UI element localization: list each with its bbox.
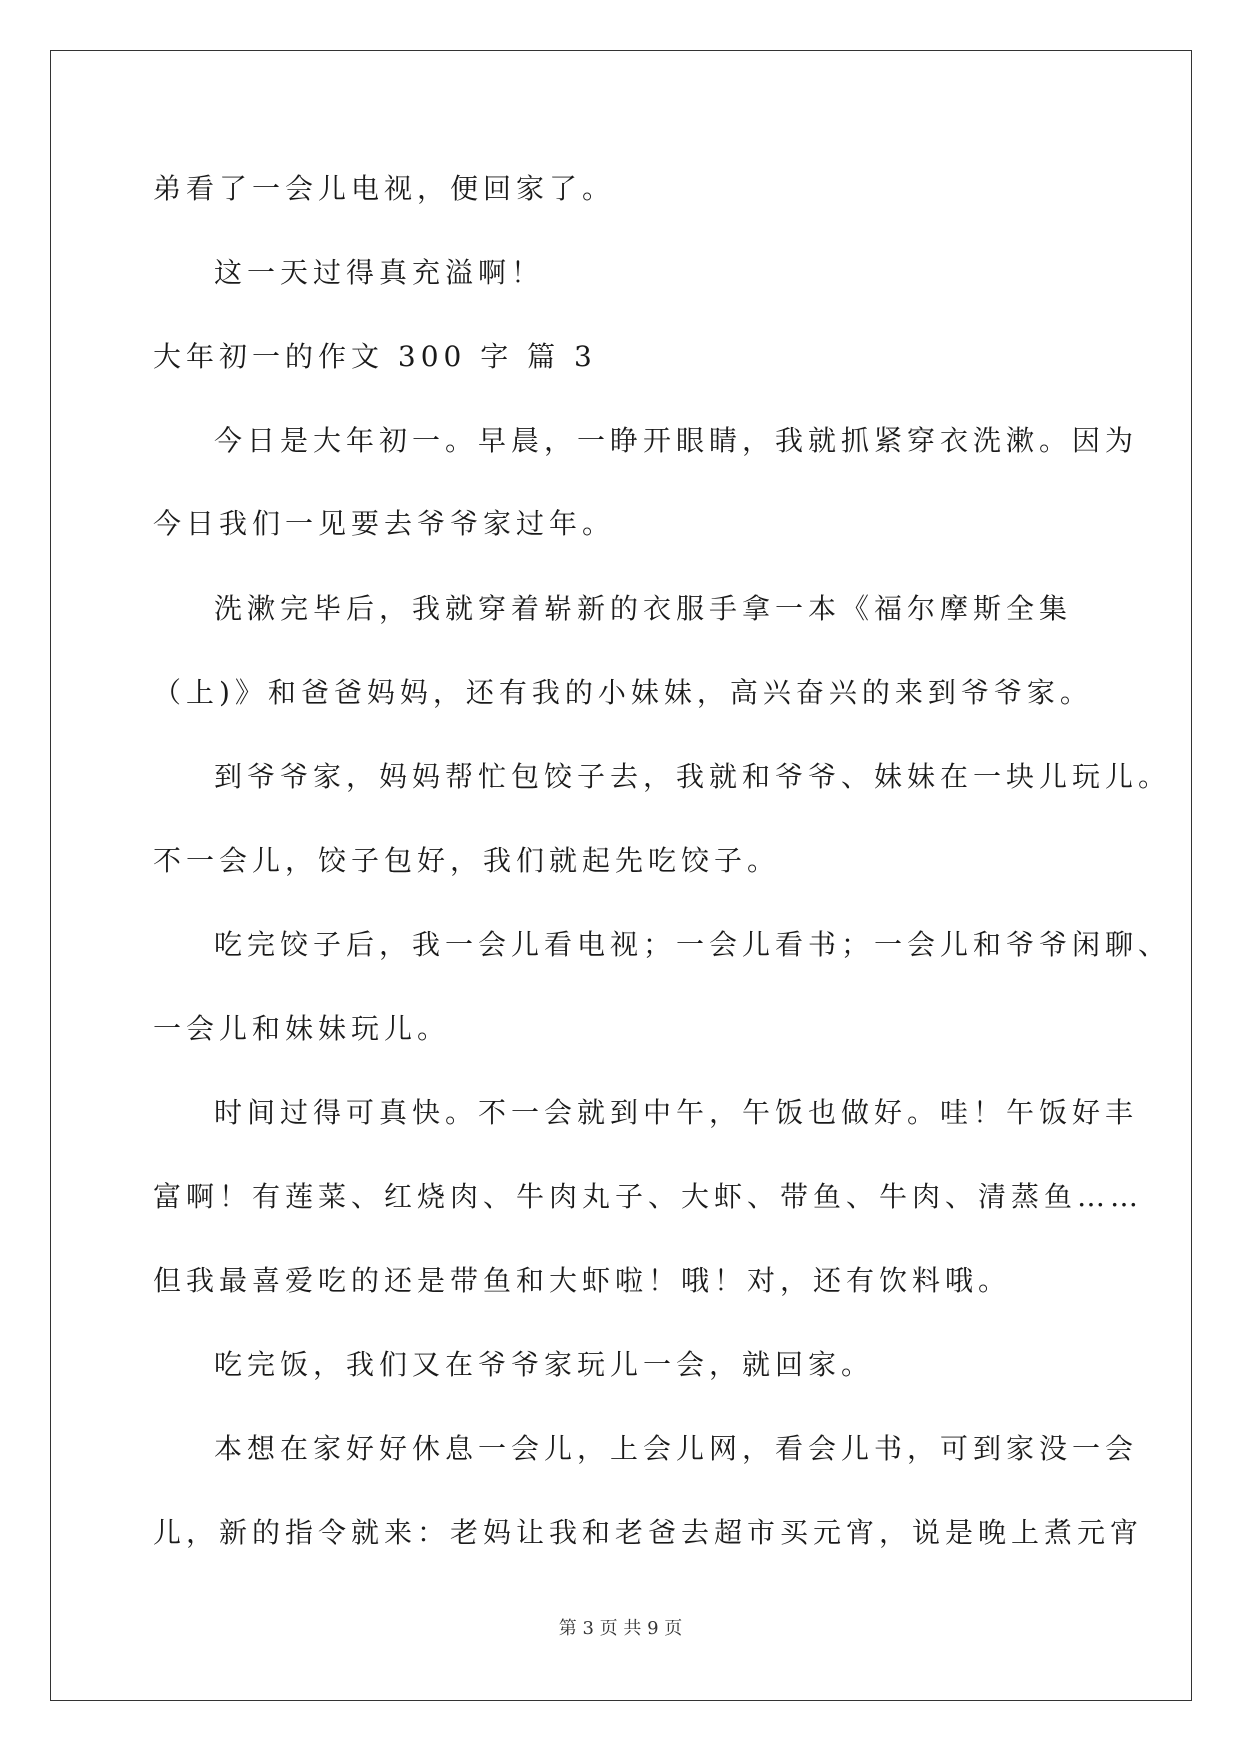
text-line-1: 弟看了一会儿电视，便回家了。 [153, 172, 616, 205]
page-footer: 第 3 页 共 9 页 [558, 1618, 683, 1639]
text-line-6: 洗漱完毕后，我就穿着崭新的衣服手拿一本《福尔摩斯全集 [214, 592, 1073, 625]
text-line-9: 不一会儿，饺子包好，我们就起先吃饺子。 [153, 844, 781, 877]
text-line-10: 吃完饺子后，我一会儿看电视；一会儿看书；一会儿和爷爷闲聊、 [214, 928, 1172, 961]
section-heading: 大年初一的作文 300 字 篇 3 [153, 340, 597, 373]
text-line-7: （上)》和爸爸妈妈，还有我的小妹妹，高兴奋兴的来到爷爷家。 [153, 676, 1093, 709]
text-line-17: 儿，新的指令就来：老妈让我和老爸去超市买元宵，说是晚上煮元宵 [153, 1516, 1144, 1549]
text-line-4: 今日是大年初一。早晨，一睁开眼睛，我就抓紧穿衣洗漱。因为 [214, 424, 1139, 457]
text-line-5: 今日我们一见要去爷爷家过年。 [153, 507, 616, 540]
text-line-2: 这一天过得真充溢啊！ [214, 256, 545, 289]
text-line-11: 一会儿和妹妹玩儿。 [153, 1012, 451, 1045]
text-line-12: 时间过得可真快。不一会就到中午，午饭也做好。哇！午饭好丰 [214, 1096, 1139, 1129]
text-line-15: 吃完饭，我们又在爷爷家玩儿一会，就回家。 [214, 1348, 875, 1381]
text-line-8: 到爷爷家，妈妈帮忙包饺子去，我就和爷爷、妹妹在一块儿玩儿。 [214, 760, 1172, 793]
text-line-16: 本想在家好好休息一会儿，上会儿网，看会儿书，可到家没一会 [214, 1432, 1139, 1465]
text-line-13: 富啊！有莲菜、红烧肉、牛肉丸子、大虾、带鱼、牛肉、清蒸鱼…… [153, 1180, 1144, 1213]
text-line-14: 但我最喜爱吃的还是带鱼和大虾啦！哦！对，还有饮料哦。 [153, 1264, 1012, 1297]
